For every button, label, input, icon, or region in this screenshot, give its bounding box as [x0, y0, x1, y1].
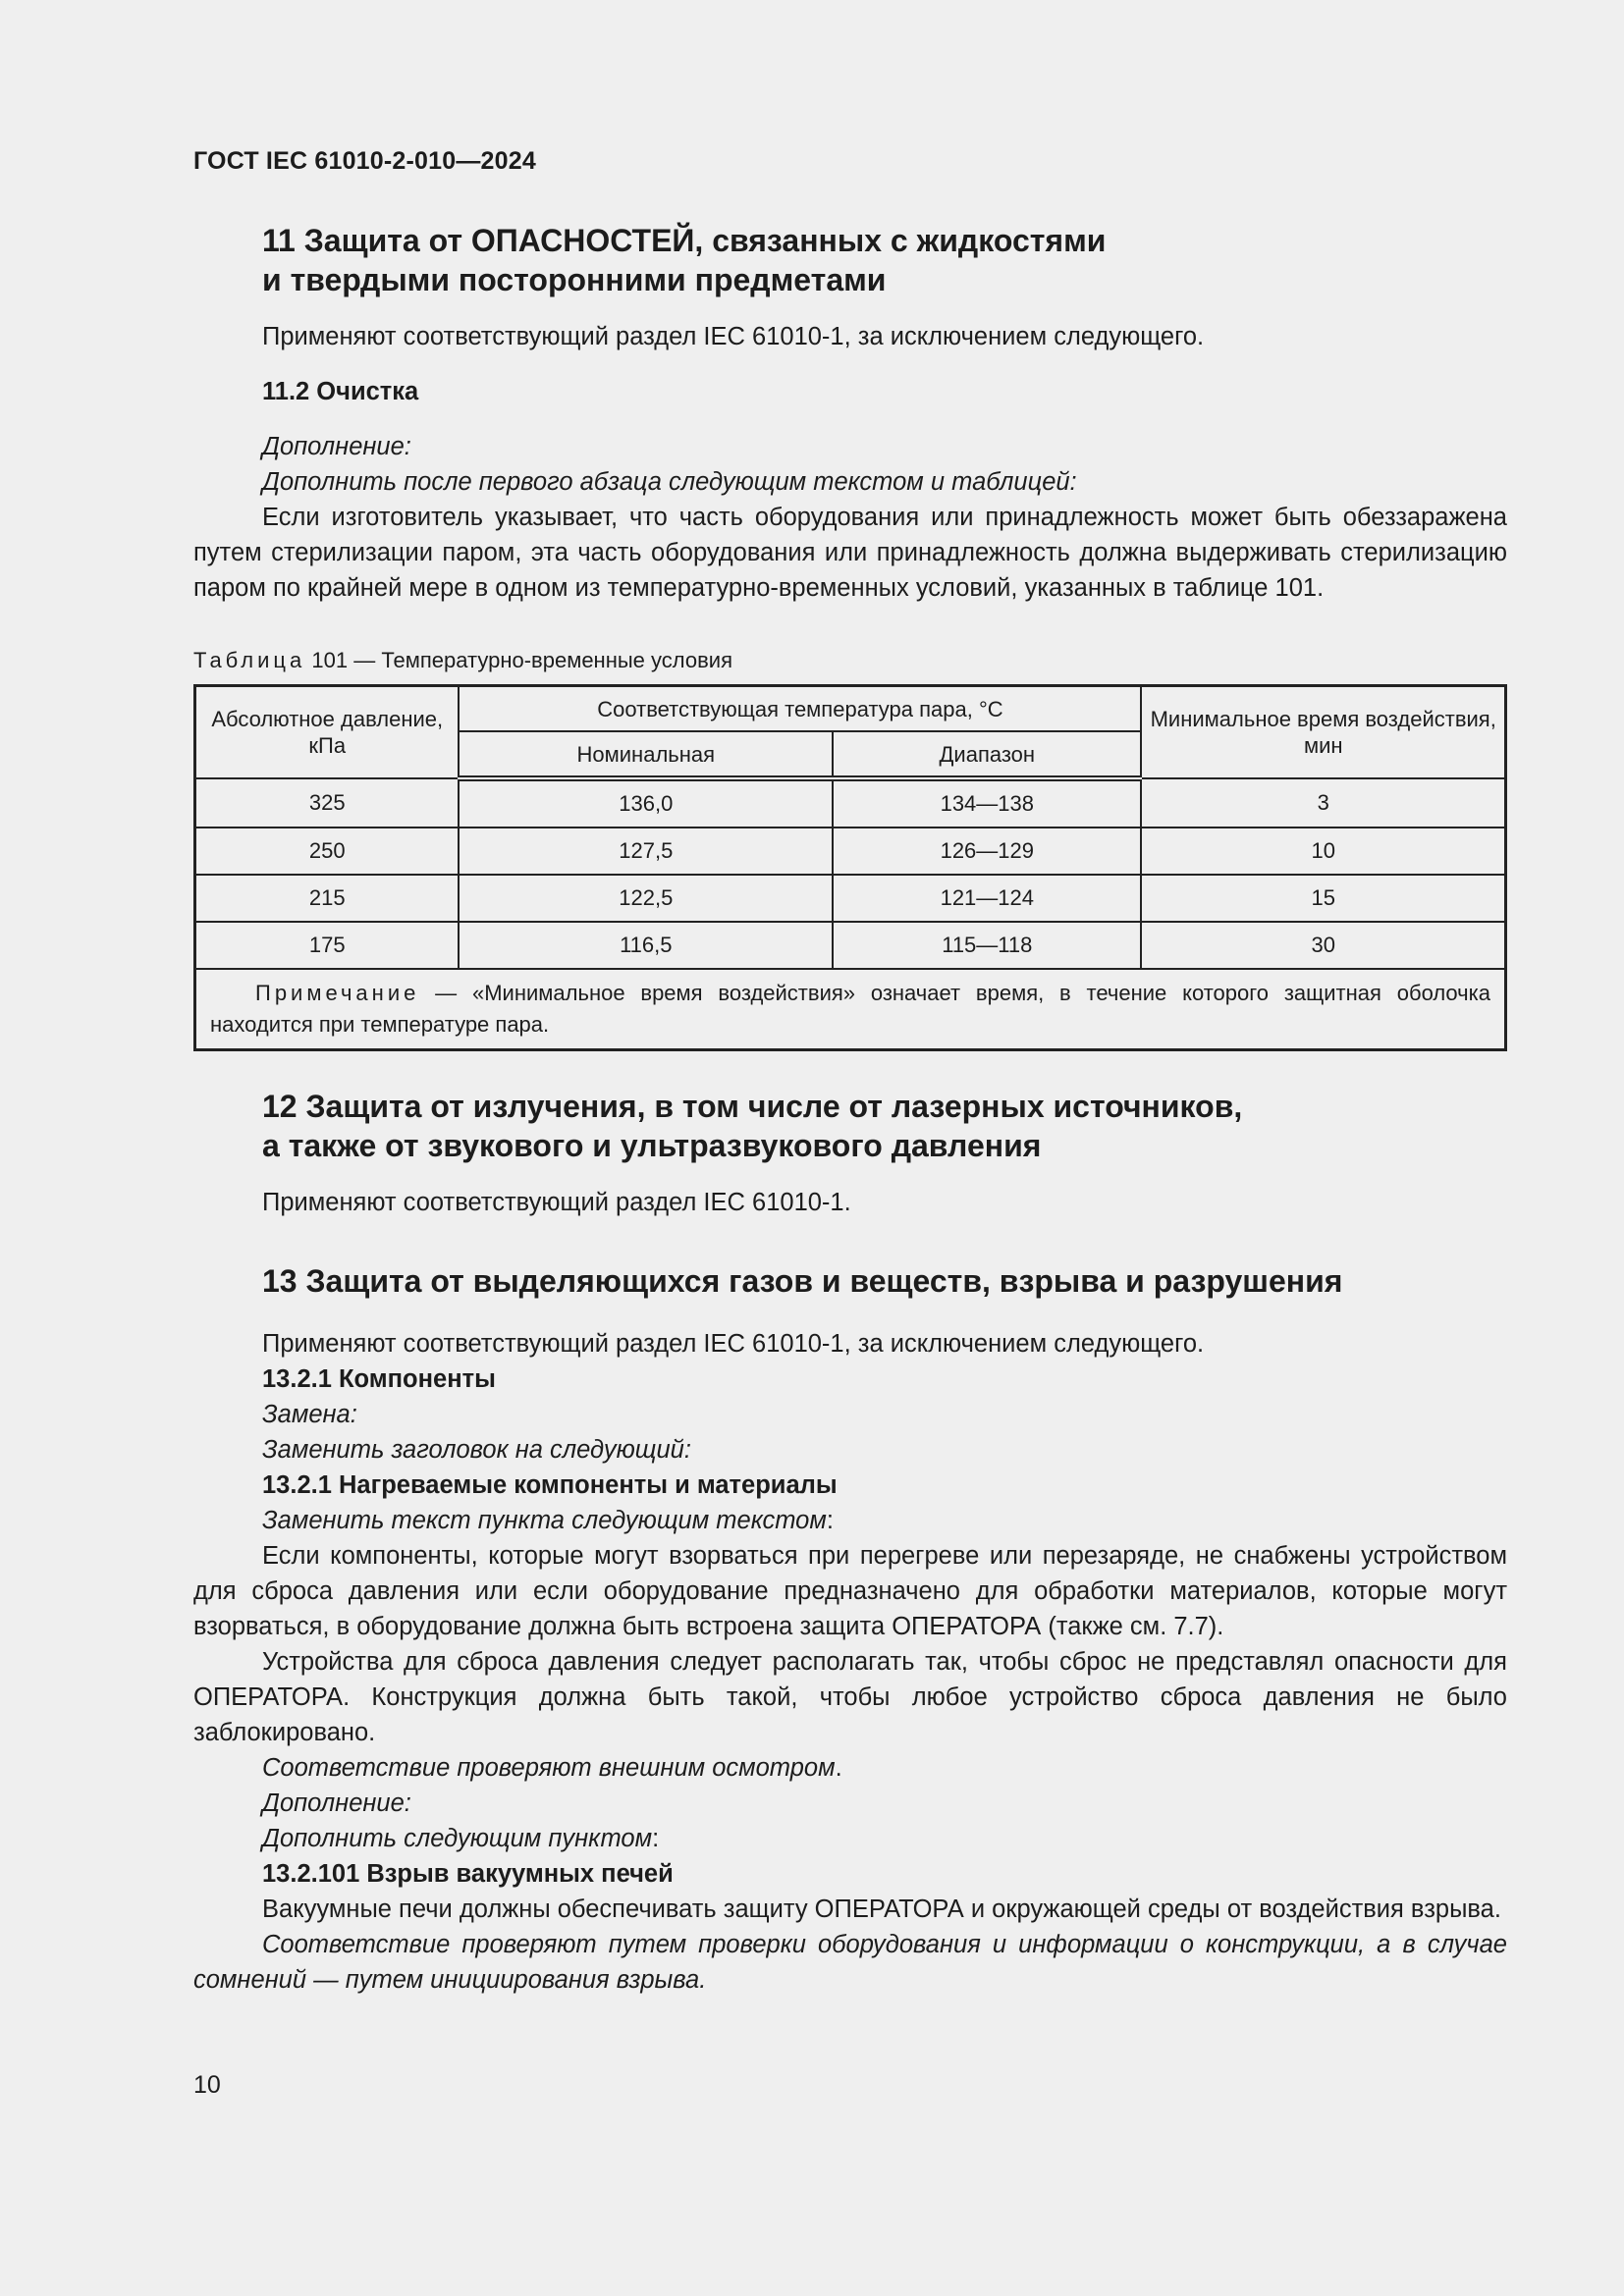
replace-text-instruction-text: Заменить текст пункта следующим текстом	[262, 1507, 827, 1534]
section-11-applies: Применяют соответствующий раздел IEC 61010-1, за исключением следующего.	[262, 323, 1205, 350]
cell-pressure: 215	[195, 875, 460, 922]
cell-time: 15	[1141, 875, 1505, 922]
section-13-paragraph-1: Если компоненты, которые могут взорваться при перегреве или перезаряде, не снабжены устройством для сброса давления или если оборудование предназначено для обработки материалов, которые могут взорваться, в оборудование должна быть встроена защита ОПЕРАТОРА (также см. 7.7).	[193, 1542, 1507, 1640]
header-temperature: Соответствующая температура пара, °С	[459, 686, 1141, 732]
header-pressure: Абсолютное давление, кПа	[195, 686, 460, 779]
compliance-check-1	[262, 1750, 1507, 1786]
note-label: Примечание	[255, 981, 420, 1005]
section-12-title-line1: 12 Защита от излучения, в том числе от лазерных источников,	[262, 1089, 1243, 1124]
compliance-check-2: Соответствие проверяют путем проверки оборудования и информации о конструкции, а в случае сомнений — путем инициирования взрыва.	[193, 1931, 1507, 1994]
page-content	[193, 221, 1507, 1998]
colon: :	[652, 1825, 660, 1852]
cell-range: 115—118	[833, 922, 1141, 969]
compliance-check-1-text: Соответствие проверяют внешним осмотром	[262, 1754, 836, 1782]
table-row	[195, 778, 1506, 828]
section-11-title-line2: и твердыми посторонними предметами	[262, 262, 887, 297]
subsection-13-2-1-new-title: 13.2.1 Нагреваемые компоненты и материалы	[262, 1471, 838, 1499]
header-nominal: Номинальная	[459, 731, 833, 778]
replace-heading-instruction: Заменить заголовок на следующий:	[262, 1436, 691, 1464]
subsection-13-2-101-title: 13.2.101 Взрыв вакуумных печей	[262, 1860, 674, 1888]
replacement-label: Замена:	[262, 1401, 357, 1428]
subsection-13-2-1-title: 13.2.1 Компоненты	[262, 1365, 496, 1393]
table-101	[193, 684, 1507, 1051]
cell-pressure: 250	[195, 828, 460, 875]
cell-pressure: 175	[195, 922, 460, 969]
add-item-instruction	[262, 1821, 1507, 1856]
cell-nominal: 136,0	[459, 778, 833, 828]
cell-pressure: 325	[195, 778, 460, 828]
addition-label-13: Дополнение:	[262, 1789, 411, 1817]
addition-label: Дополнение:	[262, 433, 411, 460]
header-min-time: Минимальное время воздействия, мин	[1141, 686, 1505, 779]
header-range: Диапазон	[833, 731, 1141, 778]
table-caption-word: Таблица	[193, 648, 306, 672]
page-number: 10	[193, 2071, 221, 2099]
section-13-applies: Применяют соответствующий раздел IEC 61010-1, за исключением следующего.	[262, 1330, 1205, 1358]
addition-instruction: Дополнить после первого абзаца следующим текстом и таблицей:	[262, 468, 1077, 496]
table-row	[195, 828, 1506, 875]
section-11-title	[262, 221, 1507, 299]
table-note	[195, 969, 1506, 1050]
subsection-11-2-title: 11.2 Очистка	[262, 378, 419, 405]
table-row	[195, 875, 1506, 922]
section-12-title	[262, 1087, 1507, 1165]
colon: :	[826, 1507, 834, 1534]
cell-range: 126—129	[833, 828, 1141, 875]
section-13-title: 13 Защита от выделяющихся газов и веществ, взрыва и разрушения	[262, 1263, 1343, 1299]
note-text: — «Минимальное время воздействия» означает время, в течение которого защитная оболочка находится при температуре пара.	[210, 981, 1490, 1037]
section-12-title-line2: а также от звукового и ультразвукового давления	[262, 1128, 1042, 1163]
cell-nominal: 116,5	[459, 922, 833, 969]
period: .	[835, 1754, 842, 1782]
section-12-applies: Применяют соответствующий раздел IEC 61010-1.	[262, 1189, 851, 1216]
section-11-paragraph: Если изготовитель указывает, что часть оборудования или принадлежность может быть обеззаражена путем стерилизации паром, эта часть оборудования или принадлежность должна выдерживать стерилизацию паром по крайней мере в одном из температурно-временных условий, указанных в таблице 101.	[193, 504, 1507, 602]
table-101-caption	[193, 643, 1507, 678]
cell-time: 30	[1141, 922, 1505, 969]
cell-time: 3	[1141, 778, 1505, 828]
cell-nominal: 122,5	[459, 875, 833, 922]
add-item-instruction-text: Дополнить следующим пунктом	[262, 1825, 653, 1852]
section-13-paragraph-3: Вакуумные печи должны обеспечивать защиту ОПЕРАТОРА и окружающей среды от воздействия взрыва.	[262, 1896, 1501, 1923]
cell-nominal: 127,5	[459, 828, 833, 875]
section-11-title-line1: 11 Защита от ОПАСНОСТЕЙ, связанных с жидкостями	[262, 223, 1107, 258]
document-code-header: ГОСТ IEC 61010-2-010—2024	[193, 147, 536, 175]
cell-time: 10	[1141, 828, 1505, 875]
section-13-paragraph-2: Устройства для сброса давления следует располагать так, чтобы сброс не представлял опасности для ОПЕРАТОРА. Конструкция должна быть такой, чтобы любое устройство сброса давления не было заблокировано.	[193, 1648, 1507, 1746]
cell-range: 121—124	[833, 875, 1141, 922]
table-row	[195, 922, 1506, 969]
table-caption-text: 101 — Температурно-временные условия	[311, 648, 732, 672]
cell-range: 134—138	[833, 778, 1141, 828]
replace-text-instruction	[262, 1503, 1507, 1538]
